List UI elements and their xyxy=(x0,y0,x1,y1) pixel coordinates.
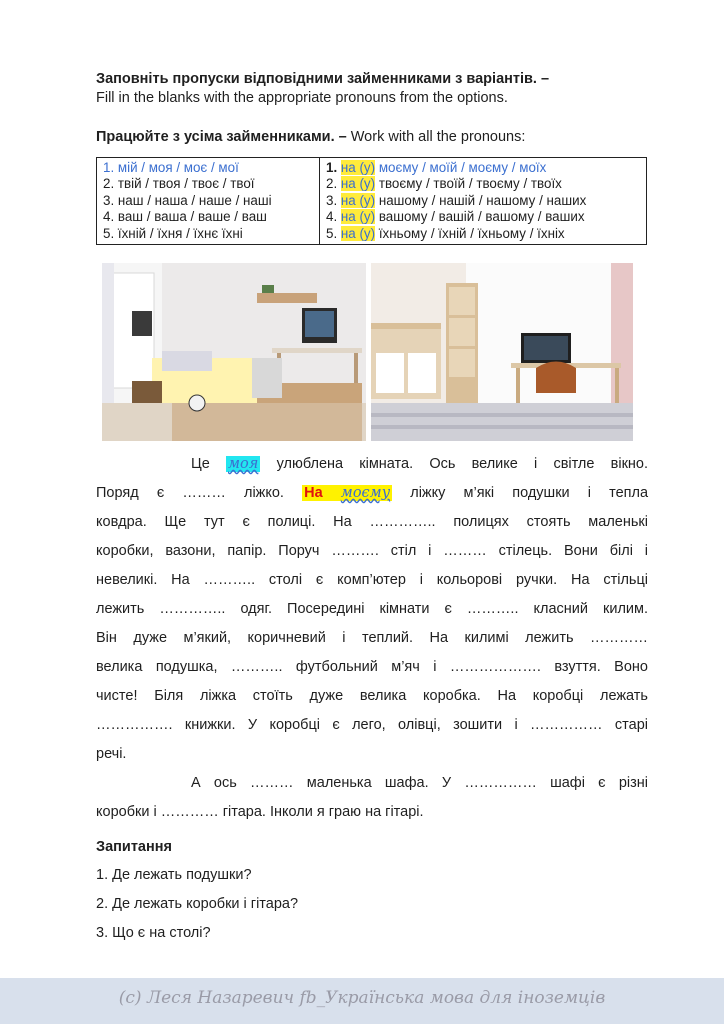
text-line xyxy=(96,450,648,479)
text-line: А ось ……… маленька шафа. У …………… шафі є різні xyxy=(191,775,648,791)
question-item: 3. Що є на столі? xyxy=(96,925,211,941)
options-right-prefix: на (у) xyxy=(340,225,376,241)
question-item: 1. Де лежать подушки? xyxy=(96,867,252,883)
options-right-row xyxy=(326,209,640,225)
text-fragment: улюблена кімната. Ось велике і світле вікно. xyxy=(276,456,649,472)
options-left-row: 1. мій / моя / моє / мої xyxy=(103,160,239,175)
question-item: 2. Де лежать коробки і гітара? xyxy=(96,896,299,912)
text-fragment: ліжку м’які подушки і тепла xyxy=(410,485,649,501)
answer-moia: моя xyxy=(228,456,259,472)
text-line xyxy=(96,479,648,508)
answer-moiemu: моєму xyxy=(340,485,391,501)
study-illustration xyxy=(371,263,633,441)
options-right-row xyxy=(326,226,640,242)
options-right-forms: нашому / нашій / нашому / наших xyxy=(378,192,587,208)
text-line: велика подушка, ……….. футбольний м’яч і ………………. взуття. Воно xyxy=(96,659,648,675)
options-right-num: 4. xyxy=(326,209,338,225)
instruction-1-uk: Заповніть пропуски відповідними займенниками з варіантів. – xyxy=(96,71,550,87)
options-right-num: 1. xyxy=(326,160,338,175)
text-line: лежить ………….. одяг. Посередині кімнати є ……….. класний килим. xyxy=(96,601,648,617)
text-fragment: Це xyxy=(191,456,210,472)
options-right-prefix: на (у) xyxy=(340,192,376,208)
options-right-prefix: на (у) xyxy=(340,160,376,175)
options-right-row xyxy=(326,193,640,209)
options-right-num: 3. xyxy=(326,192,338,208)
pronoun-options-table xyxy=(96,157,647,245)
instruction-1-en: Fill in the blanks with the appropriate pronouns from the options. xyxy=(96,90,508,106)
instruction-2-uk: Працюйте з усіма займенниками. – xyxy=(96,129,347,145)
text-line: невеликі. На ……….. столі є комп’ютер і кольорові ручки. На стільці xyxy=(96,572,648,588)
text-line: чисте! Біля ліжка стоїть дуже велика коробка. На коробці лежать xyxy=(96,688,648,704)
study-photo xyxy=(371,263,633,441)
instruction-1 xyxy=(96,70,656,108)
footer-credit: (с) Леся Назаревич fb_Українська мова для іноземців xyxy=(0,978,724,1024)
options-right-column xyxy=(320,158,647,245)
exercise-text xyxy=(96,450,648,827)
answer-block xyxy=(302,485,392,501)
options-left-column xyxy=(97,158,320,245)
text-line: ковдра. Ще тут є полиці. На ………….. полицях стоять маленькі xyxy=(96,514,648,530)
instruction-2 xyxy=(96,128,656,147)
questions-title: Запитання xyxy=(96,839,172,855)
options-right-forms: їхньому / їхній / їхньому / їхніх xyxy=(378,225,565,241)
options-right-forms: вашому / вашій / вашому / ваших xyxy=(378,209,585,225)
text-fragment: Поряд є ……… ліжко. xyxy=(96,485,284,501)
options-left-row: 4. ваш / ваша / ваше / ваш xyxy=(103,209,267,225)
options-right-row xyxy=(326,160,640,176)
instruction-2-en: Work with all the pronouns: xyxy=(350,129,526,145)
text-line: речі. xyxy=(96,746,127,762)
options-right-prefix: на (у) xyxy=(340,176,376,192)
bedroom-photo xyxy=(102,263,366,441)
questions-section xyxy=(96,833,298,948)
answer-na: На xyxy=(304,485,323,501)
options-right-num: 5. xyxy=(326,225,338,241)
text-line: коробки, вазони, папір. Поруч ………. стіл і ……… стілець. Вони білі і xyxy=(96,543,648,559)
options-left-row: 5. їхній / їхня / їхнє їхні xyxy=(103,225,243,241)
options-left-row: 3. наш / наша / наше / наші xyxy=(103,192,272,208)
bedroom-illustration xyxy=(102,263,366,441)
options-right-row xyxy=(326,176,640,192)
options-left-row: 2. твій / твоя / твоє / твої xyxy=(103,176,255,192)
options-right-num: 2. xyxy=(326,176,338,192)
text-line: Він дуже м’який, коричневий і теплий. На килимі лежить ………… xyxy=(96,630,648,646)
options-right-forms: моєму / моїй / моєму / моїх xyxy=(378,160,547,175)
text-line: ……………. книжки. У коробці є лего, олівці, зошити і …………… старі xyxy=(96,717,648,733)
options-right-forms: твоєму / твоїй / твоєму / твоїх xyxy=(378,176,562,192)
options-right-prefix: на (у) xyxy=(340,209,376,225)
text-line: коробки і ………… гітара. Інколи я граю на гітарі. xyxy=(96,804,424,820)
